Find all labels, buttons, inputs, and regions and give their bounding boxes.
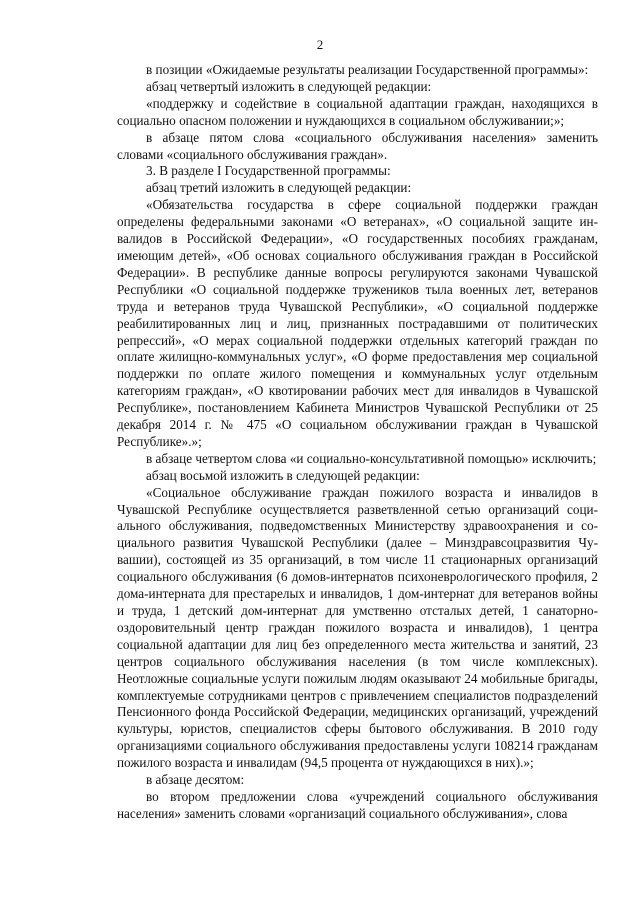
- page-number: 2: [316, 37, 324, 52]
- document-body: [117, 62, 598, 823]
- paragraph: «Социальное обслуживание граждан пожилого возраста и инвалидов в Чувашской Республике осуществляется разветвленной сетью организаций социального обслуживания, подведомственных Министерству здравоохранения и социального развития Чувашской Республики (далее – Минздравсоцразвития Чувашии), состоящей из 35 организаций, в том числе 11 стационарных организаций социального обслуживания (6 домов-интернатов психоневрологического профиля, 2 дома-интерната для престарелых и инвалидов, 1 дом-интернат для ветеранов войны и труда, 1 детский дом-интернат для умственно отсталых детей, 1 санаторно-оздоровительный центр граждан пожилого возраста и инвалидов), 1 центра социальной адаптации для лиц без определенного места жительства и занятий, 23 центров социального обслуживания населения (в том числе комплексных). Неотложные социальные услуги пожилым людям оказывают 24 мобильные бригады, комплектуемые сотрудниками центров с привлечением специалистов подразделений Пенсионного фонда Российской Федерации, медицинских организаций, учреждений культуры, юристов, специалистов сферы бытового обслуживания. В 2010 году организациями социального обслуживания предоставлены услуги 108214 гражданам пожилого возраста и инвалидам (94,5 процента от нуждающихся в них).»;: [117, 484, 598, 771]
- section-heading: 3. В разделе I Государственной программы:: [146, 163, 391, 179]
- paragraph: в абзаце четвертом слова «и социально-консультативной помощью» исключить;: [146, 450, 597, 466]
- paragraph: абзац третий изложить в следующей редакции:: [146, 180, 412, 196]
- paragraph: в позиции «Ожидаемые результаты реализации Государственной программы»:: [146, 62, 589, 77]
- paragraph: абзац четвертый изложить в следующей редакции:: [146, 78, 432, 94]
- paragraph: «Обязательства государства в сфере социальной поддержки граждан определены федеральными законами «О ветеранах», «О социальной защите инвалидов в Российской Федерации», «О государственных пособиях гражданам, имеющим детей», «Об основах социального обслуживания граждан в Российской Федерации». В республике данные вопросы регулируются законами Чувашской Республики «О социальной поддержке тружеников тыла военных лет, ветеранов труда и ветеранов труда Чувашской Республики», «О социальной поддержке реабилитированных лиц и лиц, признанных пострадавшими от политических репрессий», «О мерах социальной поддержки отдельных категорий граждан по оплате жилищно-коммунальных услуг», «О форме предоставления мер социальной поддержки по оплате жилого помещения и коммунальных услуг отдельным категориям граждан», «О квотировании рабочих мест для инвалидов в Чувашской Республике», постановлением Кабинета Министров Чувашской Республики от 25 декабря 2014 г. № 475 «О социальном обслуживании граждан в Чувашской Республике».»;: [117, 197, 598, 449]
- paragraph: «поддержку и содействие в социальной адаптации граждан, находящихся в социально опасном положении и нуждающихся в социальном обслуживании;»;: [117, 95, 598, 128]
- paragraph: абзац восьмой изложить в следующей редакции:: [146, 467, 420, 483]
- paragraph: во втором предложении слова «учреждений социального обслуживания населения» заменить словами «организаций социального обслуживания», слова: [117, 788, 598, 821]
- paragraph: в абзаце десятом:: [146, 772, 245, 788]
- paragraph: в абзаце пятом слова «социального обслуживания населения» заменить словами «социального обслуживания граждан».: [117, 129, 598, 162]
